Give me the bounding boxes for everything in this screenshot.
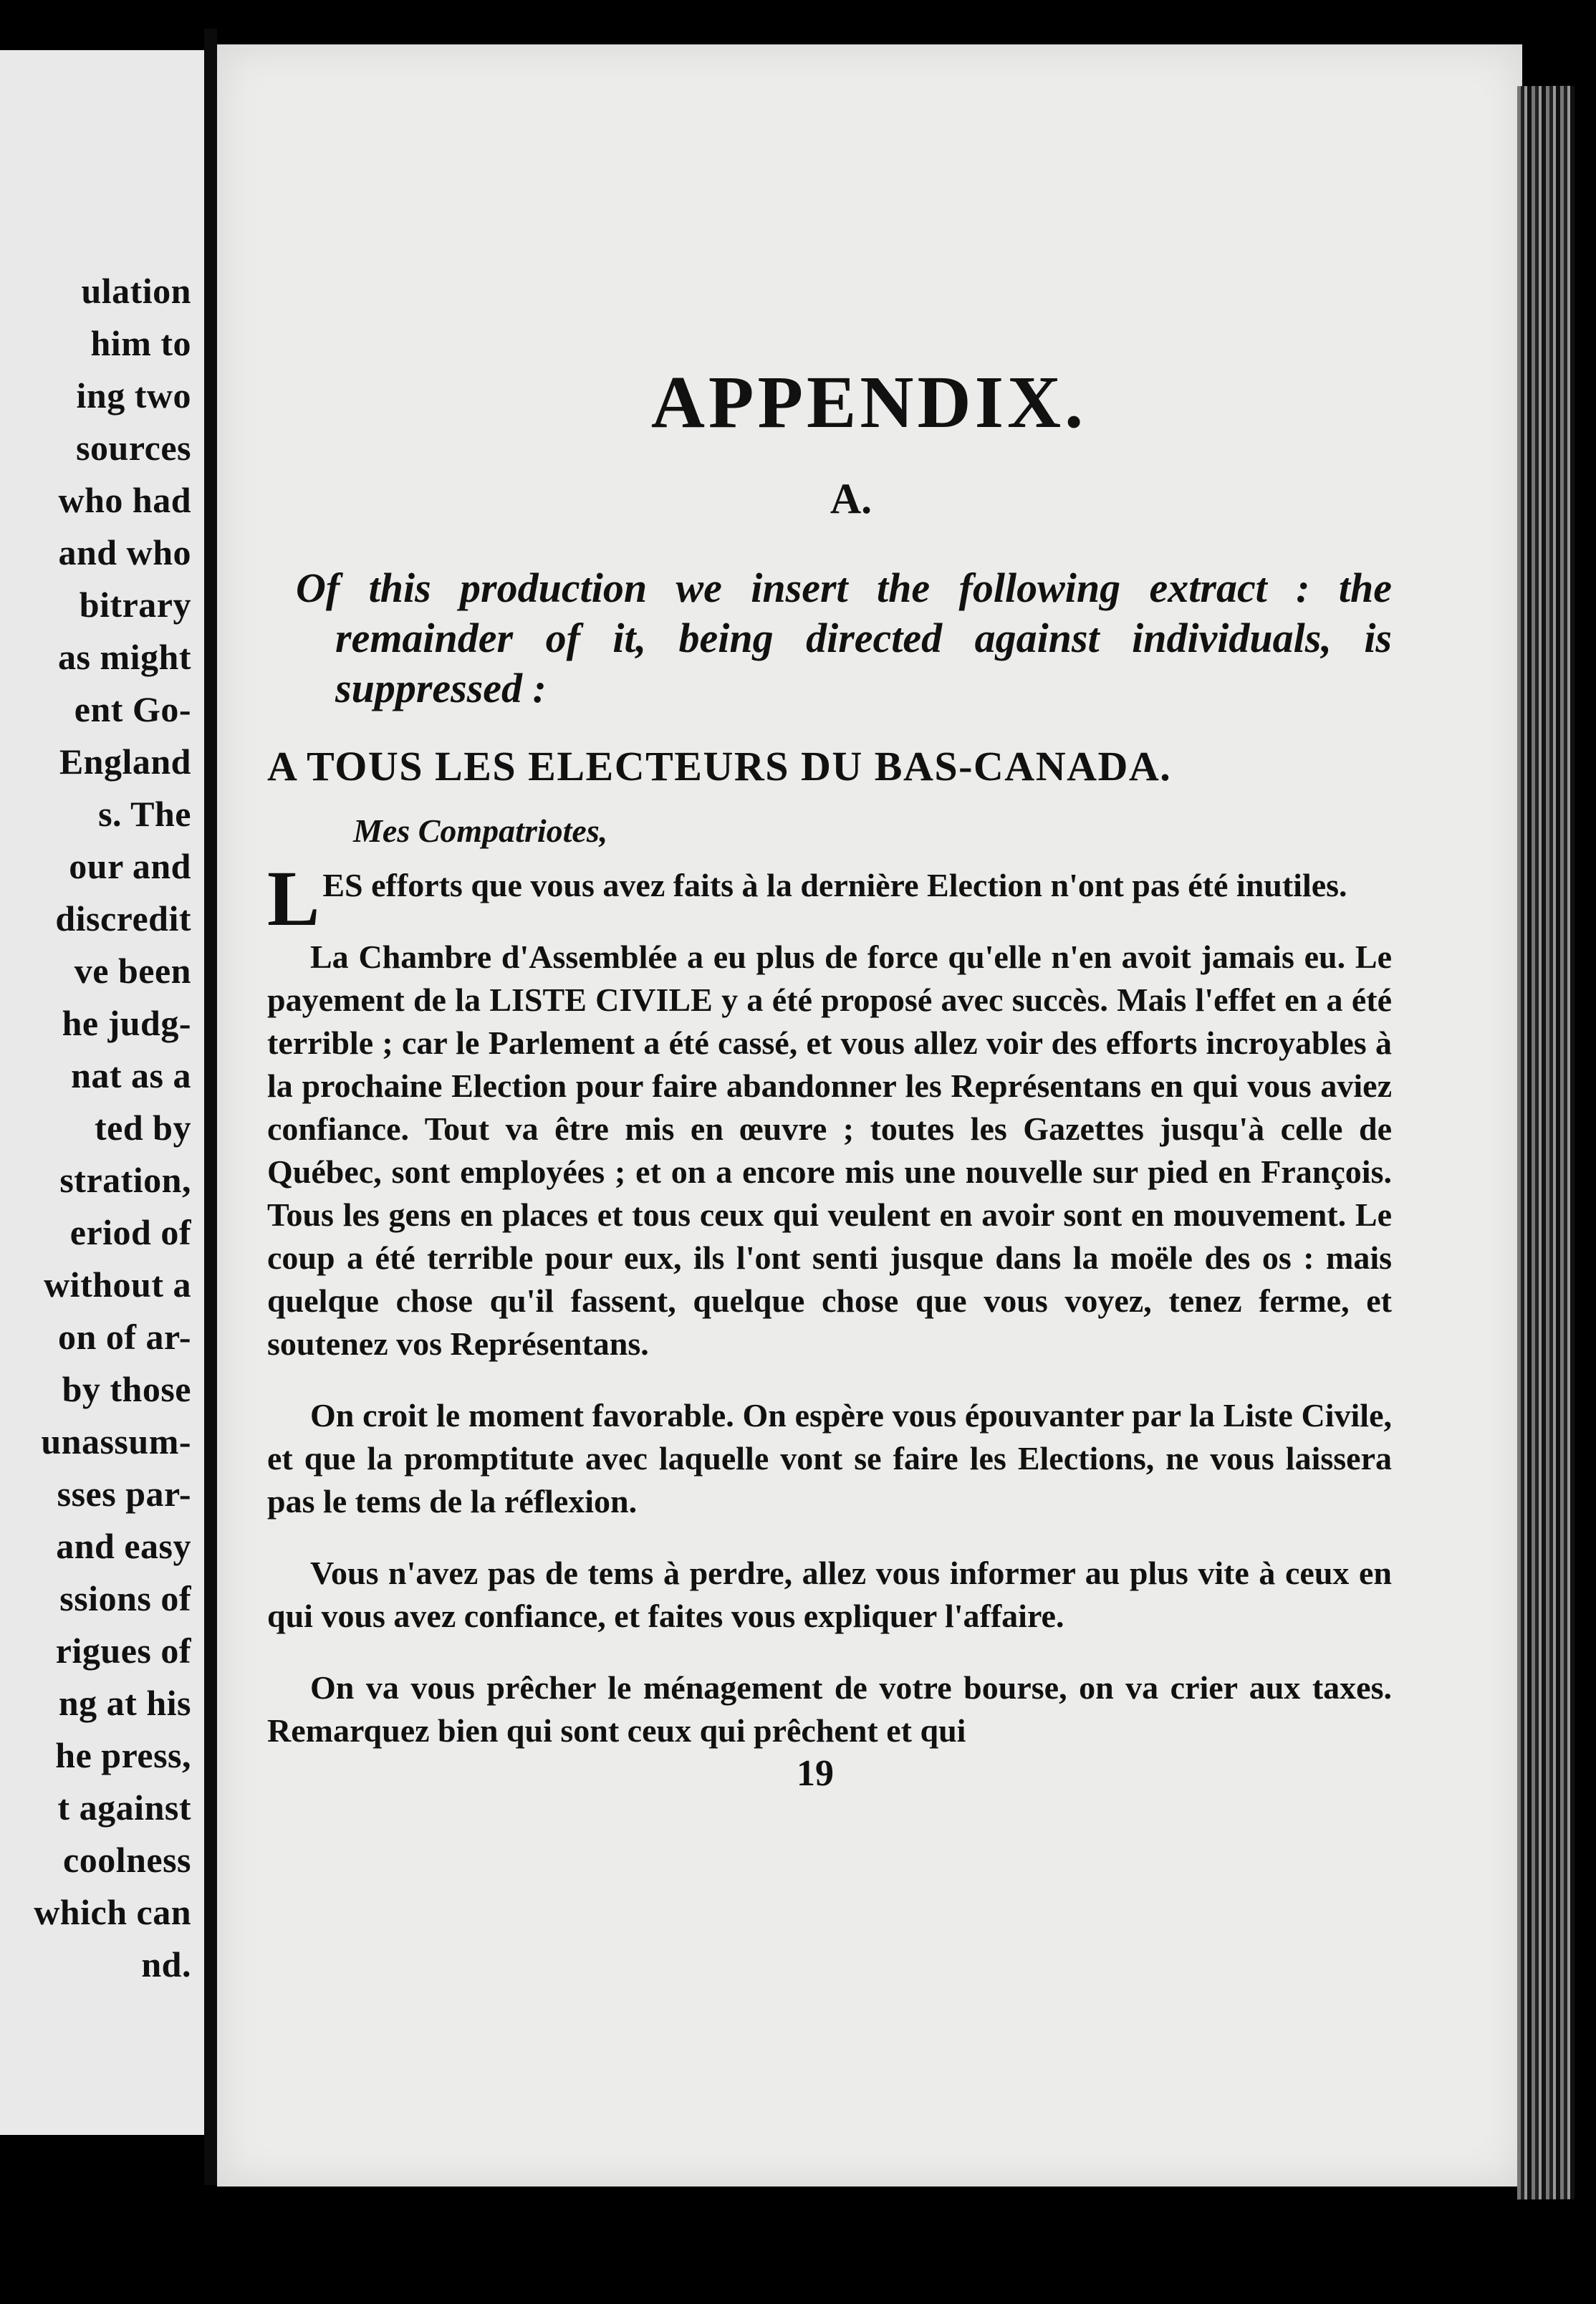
facing-page-line: without a [44,1264,191,1305]
first-paragraph [267,855,1392,942]
facing-page-line: he press, [55,1735,191,1775]
facing-page-line: ted by [95,1108,191,1148]
address-heading: A TOUS LES ELECTEURS DU BAS-CANADA. [267,743,1172,789]
page-content [267,360,1392,1795]
facing-page-fragment [0,50,208,2135]
facing-page-line: discredit [55,898,191,939]
facing-page-line: by those [62,1369,191,1409]
book-gutter [204,29,217,2185]
facing-page-text [5,265,191,1991]
page-edges [1517,86,1575,2199]
paragraph: Vous n'avez pas de tems à perdre, allez vous informer au plus vite à ceux en qui vous avez confiance, et faites vous expliquer l'affaire. [267,1555,1392,1634]
facing-page-line: coolness [63,1840,191,1880]
facing-page-line: him to [90,323,191,363]
facing-page-line: and who [58,532,191,572]
facing-page-line: sses par- [57,1474,191,1514]
facing-page-line: ulation [81,271,191,311]
facing-page-line: unassum- [41,1421,191,1461]
facing-page-line: who had [58,480,191,520]
facing-page-line: ent Go- [74,689,191,729]
facing-page-line: t against [57,1787,191,1828]
book-page [217,44,1522,2187]
page-number: 19 [797,1753,834,1794]
page-title: APPENDIX. [650,361,1087,443]
first-paragraph-text: ES efforts que vous avez faits à la dernière Election n'ont pas été inutiles. [322,867,1347,903]
facing-page-line: sources [76,428,191,468]
paragraph: On croit le moment favorable. On espère vous épouvanter par la Liste Civile, et que la promptitute avec laquelle vont se faire les Elections, ne vous laissera pas le tems de la réflexion. [267,1397,1392,1520]
salutation: Mes Compatriotes, [353,812,608,849]
facing-page-line: rigues of [55,1631,191,1671]
facing-page-line: nd. [141,1944,191,1984]
facing-page-line: eriod of [69,1212,191,1252]
facing-page-line: s. The [98,794,191,834]
facing-page-line: ng at his [58,1683,191,1723]
section-letter: A. [830,475,872,522]
facing-page-line: ing two [76,375,191,416]
facing-page-line: stration, [59,1160,191,1200]
facing-page-line: ve been [74,951,191,991]
facing-page-line: on of ar- [58,1317,191,1357]
drop-cap: L [267,855,320,942]
facing-page-line: he judg- [62,1003,191,1043]
facing-page-line: as might [58,637,191,677]
intro-note: Of this production we insert the following extract : the remainder of it, being directed against individuals, is suppressed : [296,565,1392,711]
facing-page-line: nat as a [71,1055,191,1095]
facing-page-line: bitrary [79,585,191,625]
facing-page-line: England [59,741,191,782]
facing-page-line: which can [34,1892,191,1932]
paragraph: La Chambre d'Assemblée a eu plus de force qu'elle n'en avoit jamais eu. Le payement de la LISTE CIVILE y a été proposé avec succès. Mais l'effet en a été terrible ; car le Parlement a été cassé, et vous allez voir des efforts incroyables à la prochaine Election pour faire abandonner les Représentans en qui vous aviez confiance. Tout va être mis en œuvre ; toutes les Gazettes jusqu'à celle de Québec, sont employées ; et on a encore mis une nouvelle sur pied en François. Tous les gens en places et tous ceux qui veulent en avoir sont en mouvement. Le coup a été terrible pour eux, ils l'ont senti jusque dans la moële des os : mais quelque chose qu'il fassent, quelque chose que vous voyez, tenez ferme, et soutenez vos Représentans. [267,939,1392,1362]
facing-page-line: and easy [56,1526,191,1566]
facing-page-line: ssions of [59,1578,191,1618]
paragraph: On va vous prêcher le ménagement de votre bourse, on va crier aux taxes. Remarquez bien qui sont ceux qui prêchent et qui [267,1669,1392,1749]
facing-page-line: our and [69,846,191,886]
